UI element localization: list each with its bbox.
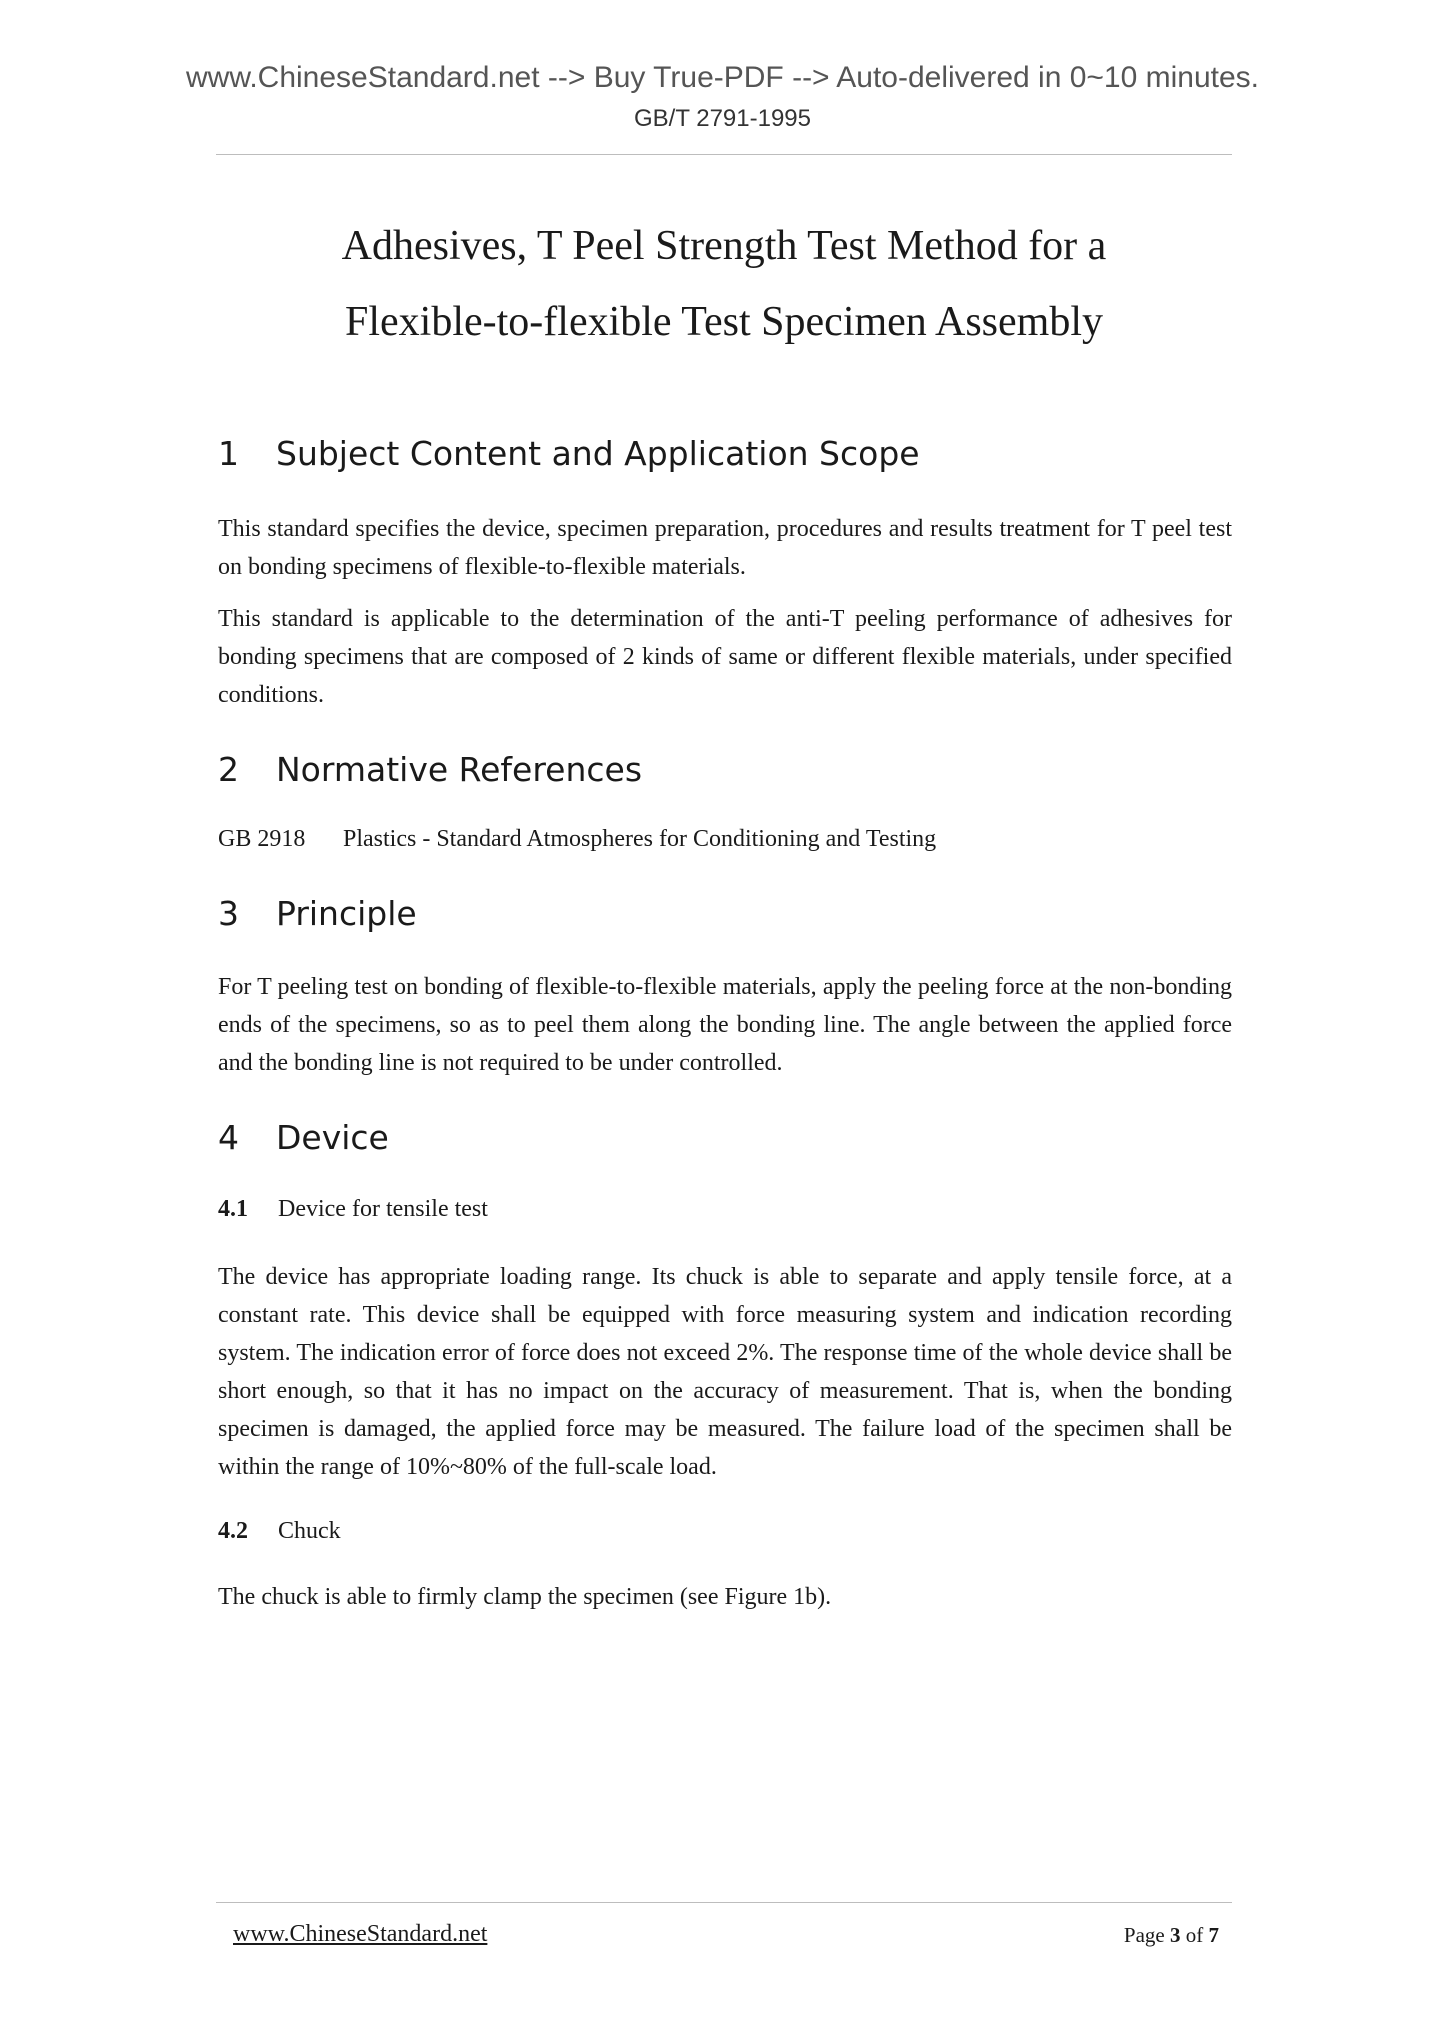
section-4-heading	[218, 1116, 1232, 1160]
section-2-heading	[218, 748, 1232, 792]
section-title: Normative References	[276, 750, 643, 789]
page-of: of	[1185, 1923, 1204, 1947]
document-body	[218, 432, 1232, 1616]
section-title: Device	[276, 1118, 389, 1157]
section-number: 4	[218, 1118, 239, 1157]
section-number: 3	[218, 894, 239, 933]
subsection-title: Device for tensile test	[278, 1196, 488, 1222]
standard-code: GB/T 2791-1995	[633, 105, 811, 132]
subsection-4-1-heading	[218, 1190, 1232, 1228]
section-number: 1	[218, 434, 239, 473]
title-line-2: Flexible-to-flexible Test Specimen Assembly	[345, 299, 1103, 345]
subsection-4-2-heading	[218, 1512, 1232, 1550]
section-title: Principle	[276, 894, 417, 933]
subsection-4-1-paragraph: The device has appropriate loading range. Its chuck is able to separate and apply tensile force, at a constant rate. This device shall be equipped with force measuring system and indication recording system. The indication error of force does not exceed 2%. The response time of the whole device shall be short enough, so that it has no impact on the accuracy of measurement. That is, when the bonding specimen is damaged, the applied force may be measured. The failure load of the specimen shall be within the range of 10%~80% of the full-scale load.	[218, 1264, 1232, 1480]
subsection-title: Chuck	[278, 1518, 341, 1544]
page-number	[1124, 1920, 1219, 1950]
site-banner[interactable]: www.ChineseStandard.net --> Buy True-PDF --> Auto-delivered in 0~10 minutes.	[185, 61, 1260, 94]
reference-code: GB 2918	[218, 826, 306, 852]
footer-website-link[interactable]: www.ChineseStandard.net	[233, 1921, 488, 1947]
section-1-heading	[218, 432, 1232, 476]
subsection-number: 4.2	[218, 1518, 248, 1544]
section-1-paragraph-1: This standard specifies the device, specimen preparation, procedures and results treatment for T peel test on bonding specimens of flexible-to-flexible materials.	[218, 516, 1232, 580]
reference-title: Plastics - Standard Atmospheres for Conditioning and Testing	[343, 826, 937, 852]
page-current: 3	[1170, 1923, 1181, 1947]
section-1-paragraph-2: This standard is applicable to the determination of the anti-T peeling performance of adhesives for bonding specimens that are composed of 2 kinds of same or different flexible materials, under specified conditions.	[218, 606, 1232, 708]
subsection-number: 4.1	[218, 1196, 248, 1222]
section-3-heading	[218, 892, 1232, 936]
section-3-paragraph-1: For T peeling test on bonding of flexible-to-flexible materials, apply the peeling force at the non-bonding ends of the specimens, so as to peel them along the bonding line. The angle between the applied force and the bonding line is not required to be under controlled.	[218, 974, 1232, 1076]
footer-divider	[216, 1902, 1232, 1903]
title-line-1: Adhesives, T Peel Strength Test Method for a	[341, 223, 1107, 269]
section-title: Subject Content and Application Scope	[276, 434, 920, 473]
page-total: 7	[1208, 1923, 1219, 1947]
section-number: 2	[218, 750, 239, 789]
normative-reference	[218, 820, 1232, 858]
page-prefix: Page	[1123, 1923, 1165, 1947]
header-divider	[216, 154, 1232, 155]
document-title	[216, 208, 1232, 360]
subsection-4-2-paragraph: The chuck is able to firmly clamp the specimen (see Figure 1b).	[218, 1584, 832, 1610]
